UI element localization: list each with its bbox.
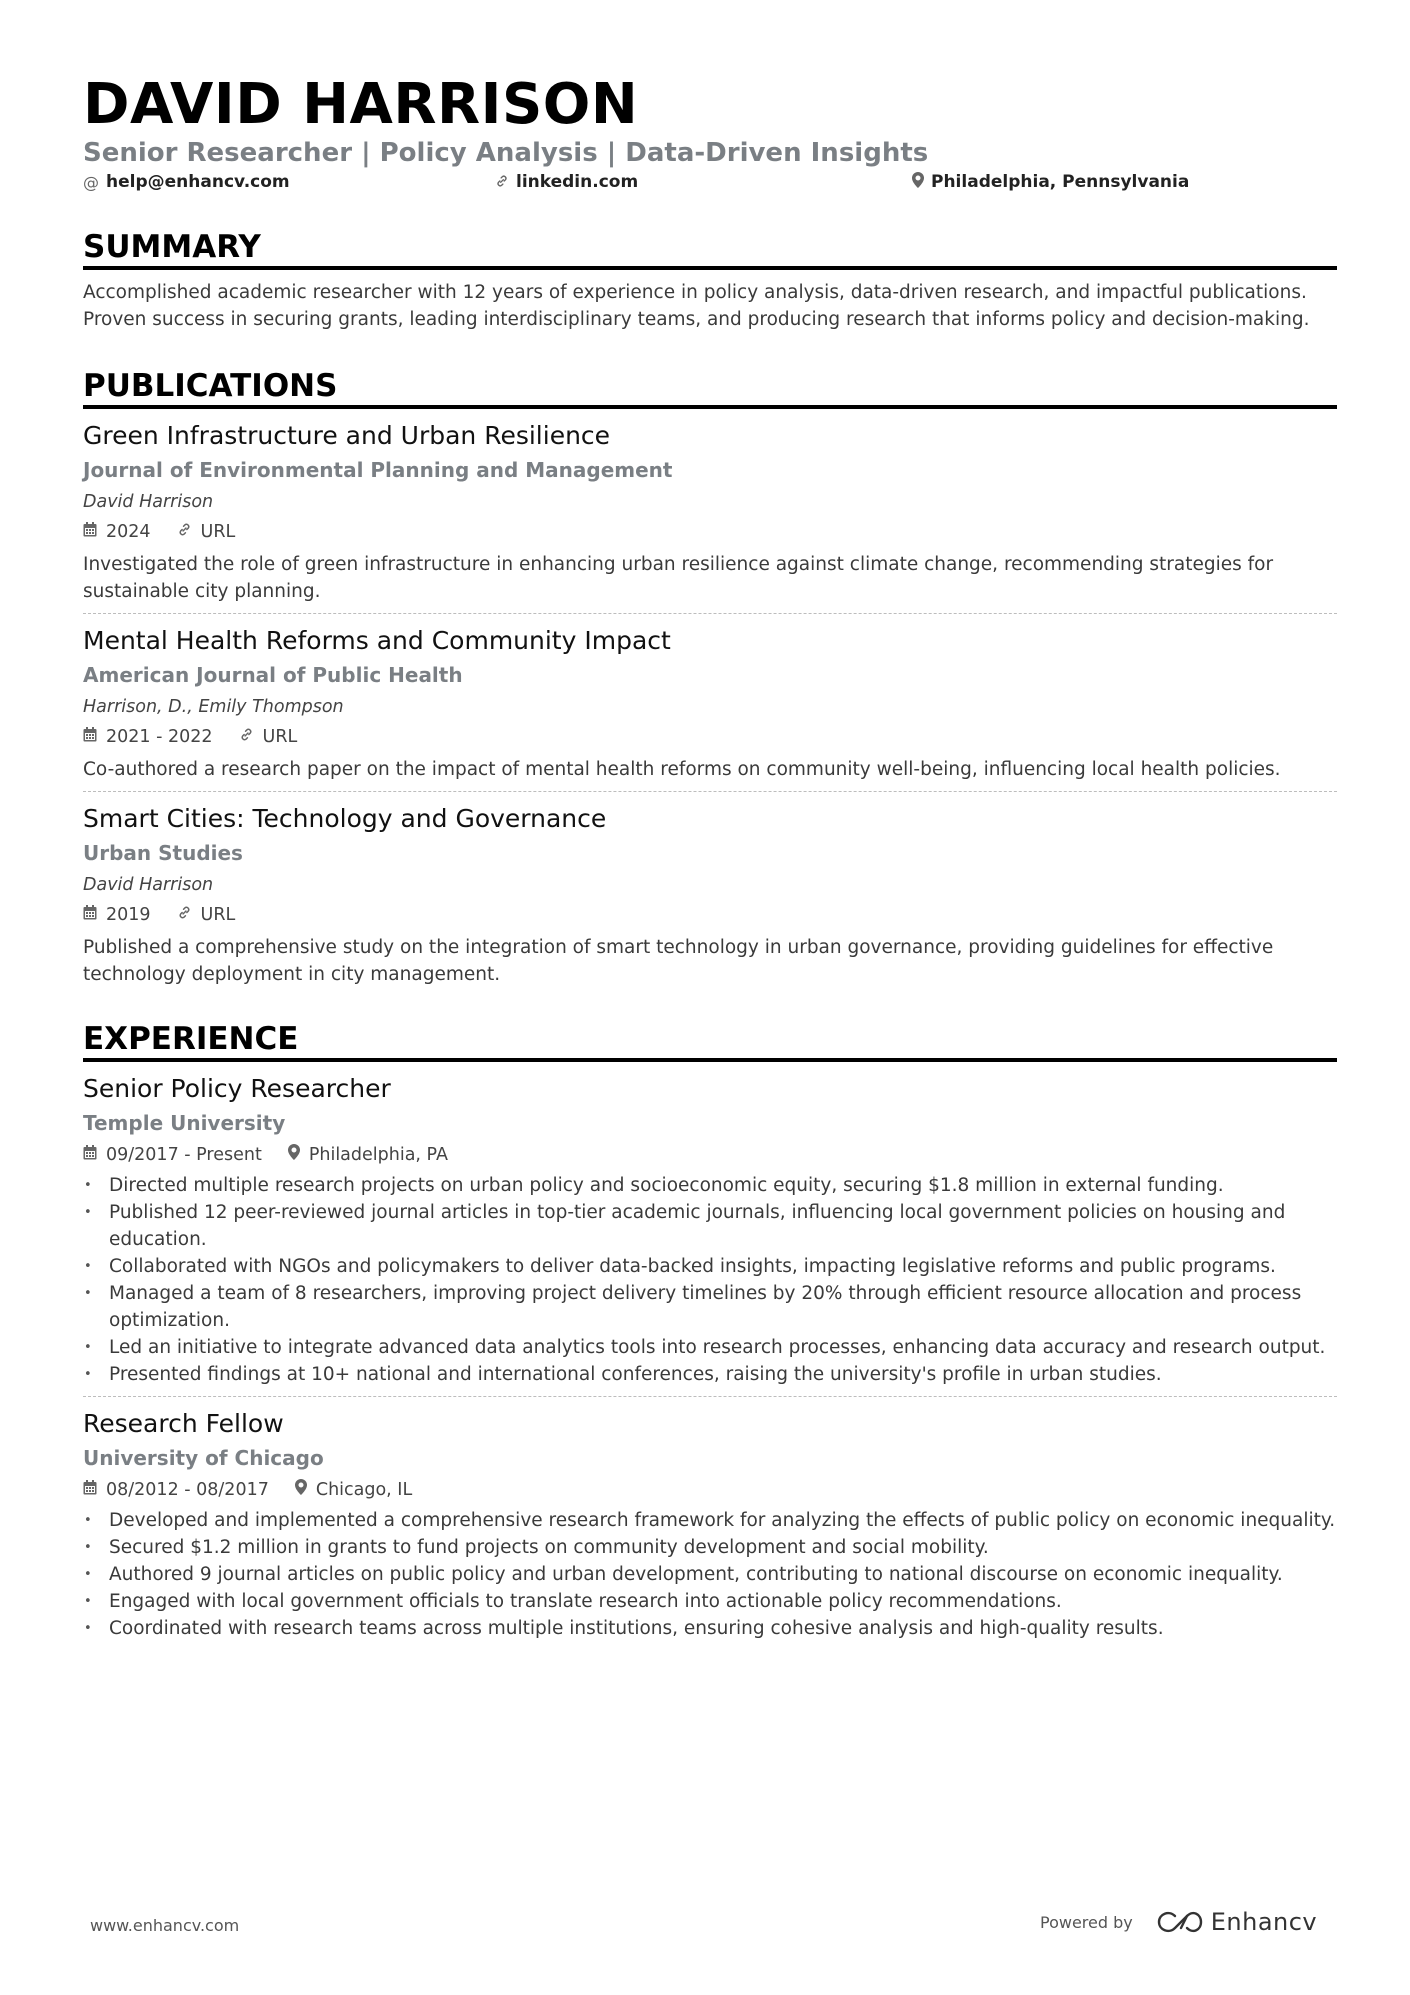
publications-heading: PUBLICATIONS: [83, 367, 1337, 409]
candidate-name: DAVID HARRISON: [83, 72, 639, 137]
publication-entry: [83, 792, 1337, 996]
calendar-icon: [83, 519, 97, 545]
publication-description: Co-authored a research paper on the impact of mental health reforms on community well-being, influencing local health policies.: [83, 759, 1281, 780]
publication-meta: [83, 519, 1337, 545]
job-bullets: [83, 1172, 1337, 1388]
link-text: URL: [262, 727, 298, 747]
bullet-item: • Published 12 peer-reviewed journal articles in top-tier academic journals, influencing local government policies on housing and education.: [83, 1199, 1337, 1253]
contact-location: [912, 172, 1189, 192]
publication-journal: Urban Studies: [83, 841, 243, 865]
footer-branding: [1040, 1908, 1317, 1936]
bullet-item: • Led an initiative to integrate advanced data analytics tools into research processes, enhancing data accuracy and research output.: [83, 1334, 1337, 1361]
dates-text: 09/2017 - Present: [106, 1145, 262, 1165]
job-meta: [83, 1477, 1337, 1503]
publication-authors: Harrison, D., Emily Thompson: [83, 697, 344, 717]
publication-title: Smart Cities: Technology and Governance: [83, 804, 607, 833]
job-location: [295, 1477, 412, 1503]
bullet-item: • Engaged with local government officials to translate research into actionable policy recommendations.: [83, 1588, 1337, 1615]
map-pin-icon: [912, 172, 924, 192]
enhancv-logo[interactable]: [1157, 1908, 1317, 1936]
contact-linkedin[interactable]: [495, 172, 638, 192]
location-text: Philadelphia, Pennsylvania: [931, 172, 1190, 192]
resume-page: [83, 70, 1337, 1650]
publication-link[interactable]: [177, 519, 236, 545]
dates-text: 08/2012 - 08/2017: [106, 1480, 269, 1500]
summary-text: Accomplished academic researcher with 12 years of experience in policy analysis, data-driven research, and impactful publications. Proven success in securing grants, leading interdisciplinary teams, and producing research that informs policy and decision-making.: [83, 282, 1310, 330]
link-text: URL: [200, 905, 236, 925]
calendar-icon: [83, 1142, 97, 1168]
date-text: 2019: [106, 905, 151, 925]
contact-email[interactable]: [83, 172, 290, 192]
link-icon: [177, 902, 192, 928]
publication-journal: Journal of Environmental Planning and Management: [83, 458, 673, 482]
bullet-item: • Presented findings at 10+ national and international conferences, raising the university's profile in urban studies.: [83, 1361, 1337, 1388]
publication-title: Green Infrastructure and Urban Resilience: [83, 421, 611, 450]
publication-entry: [83, 614, 1337, 792]
publication-date: [83, 519, 151, 545]
publications-section: [83, 367, 1337, 996]
link-text: URL: [200, 522, 236, 542]
bullet-item: • Developed and implemented a comprehensive research framework for analyzing the effects of public policy on economic inequality.: [83, 1507, 1337, 1534]
job-company: Temple University: [83, 1111, 286, 1135]
map-pin-icon: [288, 1142, 300, 1168]
publication-description: Published a comprehensive study on the integration of smart technology in urban governance, providing guidelines for effective technology deployment in city management.: [83, 937, 1274, 985]
publication-link[interactable]: [239, 724, 298, 750]
bullet-item: • Directed multiple research projects on urban policy and socioeconomic equity, securing $1.8 million in external funding.: [83, 1172, 1337, 1199]
publication-title: Mental Health Reforms and Community Impact: [83, 626, 671, 655]
date-text: 2021 - 2022: [106, 727, 213, 747]
link-icon: [239, 724, 254, 750]
email-text: help@enhancv.com: [106, 172, 290, 192]
publication-meta: [83, 902, 1337, 928]
bullet-item: • Secured $1.2 million in grants to fund projects on community development and social mobility.: [83, 1534, 1337, 1561]
summary-heading: SUMMARY: [83, 228, 1337, 270]
experience-entry: [83, 1062, 1337, 1397]
experience-heading: EXPERIENCE: [83, 1020, 1337, 1062]
at-icon: @: [83, 172, 99, 192]
job-location: [288, 1142, 448, 1168]
publication-date: [83, 902, 151, 928]
bullet-item: • Managed a team of 8 researchers, improving project delivery timelines by 20% through efficient resource allocation and process optimization.: [83, 1280, 1337, 1334]
publication-meta: [83, 724, 1337, 750]
bullet-item: • Coordinated with research teams across multiple institutions, ensuring cohesive analysis and high-quality results.: [83, 1615, 1337, 1642]
calendar-icon: [83, 902, 97, 928]
footer-website[interactable]: www.enhancv.com: [90, 1916, 240, 1935]
linkedin-text: linkedin.com: [516, 172, 639, 192]
publication-entry: [83, 409, 1337, 614]
job-meta: [83, 1142, 1337, 1168]
experience-entry: [83, 1397, 1337, 1650]
job-role: Senior Policy Researcher: [83, 1074, 391, 1103]
bullet-item: • Authored 9 journal articles on public policy and urban development, contributing to national discourse on economic inequality.: [83, 1561, 1337, 1588]
bullet-item: • Collaborated with NGOs and policymakers to deliver data-backed insights, impacting legislative reforms and public programs.: [83, 1253, 1337, 1280]
publication-date: [83, 724, 213, 750]
date-text: 2024: [106, 522, 151, 542]
job-role: Research Fellow: [83, 1409, 284, 1438]
job-bullets: [83, 1507, 1337, 1642]
location-text: Philadelphia, PA: [308, 1145, 448, 1165]
contact-row: [83, 172, 1337, 198]
calendar-icon: [83, 1477, 97, 1503]
candidate-headline: Senior Researcher | Policy Analysis | Data-Driven Insights: [83, 138, 929, 168]
calendar-icon: [83, 724, 97, 750]
publication-description: Investigated the role of green infrastructure in enhancing urban resilience against climate change, recommending strategies for sustainable city planning.: [83, 554, 1274, 602]
publication-authors: David Harrison: [83, 875, 214, 895]
link-icon: [177, 519, 192, 545]
experience-section: [83, 1020, 1337, 1650]
location-text: Chicago, IL: [315, 1480, 413, 1500]
link-icon: [495, 173, 509, 192]
publication-journal: American Journal of Public Health: [83, 663, 463, 687]
powered-by-text: Powered by: [1040, 1912, 1133, 1932]
map-pin-icon: [295, 1477, 307, 1503]
brand-text: Enhancv: [1210, 1908, 1318, 1936]
job-company: University of Chicago: [83, 1446, 324, 1470]
publication-authors: David Harrison: [83, 492, 214, 512]
enhancv-logo-icon: [1157, 1910, 1203, 1934]
summary-section: [83, 228, 1337, 333]
publication-link[interactable]: [177, 902, 236, 928]
job-dates: [83, 1477, 269, 1503]
job-dates: [83, 1142, 262, 1168]
